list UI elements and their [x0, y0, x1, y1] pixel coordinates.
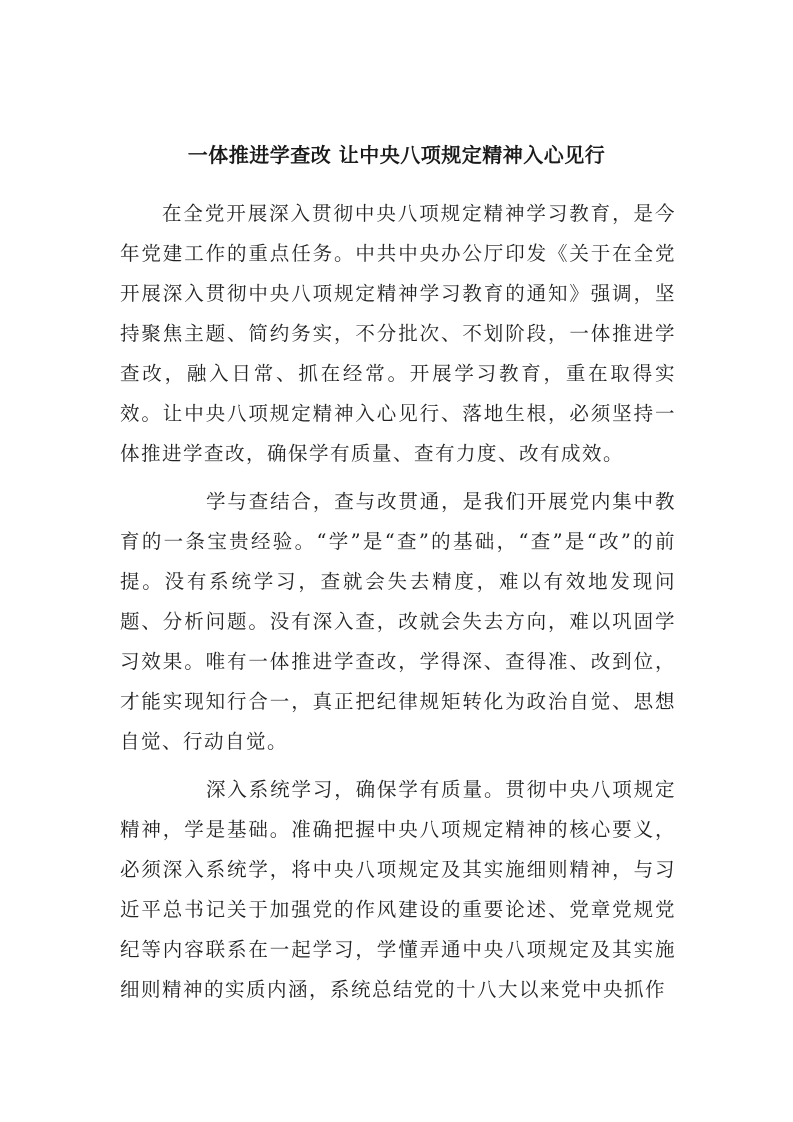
paragraph-2: 学与查结合，查与改贯通，是我们开展党内集中教育的一条宝贵经验。“学”是“查”的基础，“查”是“改”的前提。没有系统学习，查就会失去精度，难以有效地发现问题、分析问题。没有深入查，改就会失去方向，难以巩固学习效果。唯有一体推进学查改，学得深、查得准、改到位，才能实现知行合一，真正把纪律规矩转化为政治自觉、思想自觉、行动自觉。: [120, 490, 676, 753]
paragraph-1: 在全党开展深入贯彻中央八项规定精神学习教育，是今年党建工作的重点任务。中共中央办公厅印发《关于在全党开展深入贯彻中央八项规定精神学习教育的通知》强调，坚持聚焦主题、简约务实，不分批次、不划阶段，一体推进学查改，融入日常、抓在经常。开展学习教育，重在取得实效。让中央八项规定精神入心见行、落地生根，必须坚持一体推进学查改，确保学有质量、查有力度、改有成效。: [120, 202, 676, 465]
document-title: 一体推进学查改 让中央八项规定精神入心见行: [187, 143, 606, 168]
paragraph-3: 深入系统学习，确保学有质量。贯彻中央八项规定精神，学是基础。准确把握中央八项规定精神的核心要义，必须深入系统学，将中央八项规定及其实施细则精神，与习近平总书记关于加强党的作风建设的重要论述、党章党规党纪等内容联系在一起学习，学懂弄通中央八项规定及其实施细则精神的实质内涵，系统总结党的十八大以来党中央抓作: [120, 778, 676, 1001]
